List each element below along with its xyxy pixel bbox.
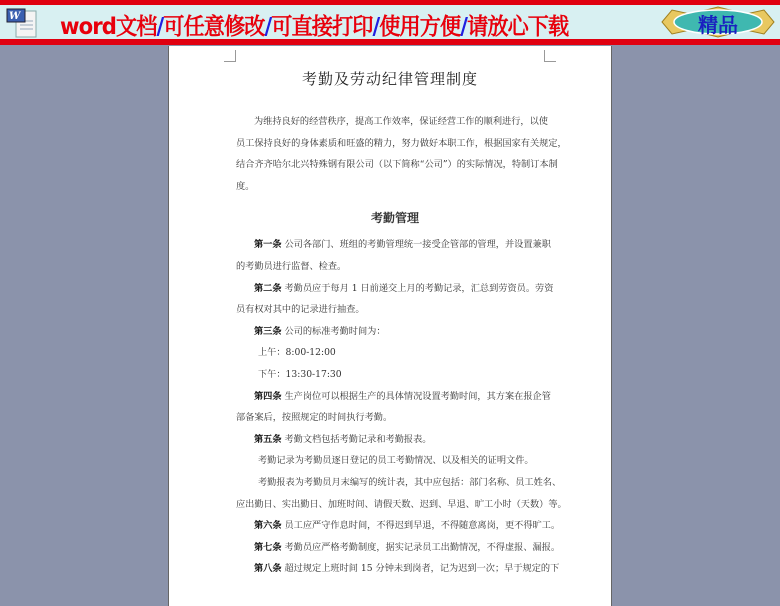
article-line — [236, 537, 561, 559]
intro-line: 为维持良好的经营秩序，提高工作效率，保证经营工作的顺利进行，以使 — [254, 116, 548, 127]
article-line — [236, 364, 554, 386]
article-label: 第一条 — [254, 239, 282, 251]
section-heading: 考勤管理 — [370, 211, 419, 226]
article-line — [236, 429, 554, 451]
document-body — [236, 111, 567, 580]
article-line — [236, 299, 554, 321]
article-label: 第六条 — [254, 520, 282, 532]
article-line — [236, 321, 554, 343]
article-label: 第三条 — [254, 325, 282, 337]
article-text: 公司各部门、班组的考勤管理统一接受企管部的管理，并设置兼职 — [284, 239, 551, 251]
article-text: 考勤文档包括考勤记录和考勤报表。 — [284, 433, 432, 445]
promo-banner — [0, 0, 780, 45]
article-text: 考勤员应于每月 1 日前递交上月的考勤记录，汇总到劳资员。劳资 — [284, 282, 554, 294]
article-text: 超过规定上班时间 15 分钟未到岗者，记为迟到一次；早于规定的下 — [284, 563, 560, 575]
word-document-icon — [6, 7, 40, 39]
document-title: 考勤及劳动纪律管理制度 — [301, 70, 478, 88]
svg-text:W: W — [9, 11, 21, 22]
article-text: 下午：13:30-17:30 — [258, 368, 342, 380]
article-line — [236, 342, 554, 364]
article-line — [236, 515, 561, 537]
article-text: 考勤员应严格考勤制度，据实记录员工出勤情况，不得虚报、漏报。 — [284, 541, 561, 553]
intro-line: 员工保持良好的身体素质和旺盛的精力，努力做好本职工作，根据国家有关规定， — [236, 137, 567, 149]
article-text: 考勤报表为考勤员月末编写的统计表，其中应包括：部门名称、员工姓名、 — [258, 476, 562, 488]
article-line — [236, 494, 567, 516]
article-text: 生产岗位可以根据生产的具体情况设置考勤时间，其方案在报企管 — [284, 390, 551, 402]
article-text: 上午：8:00-12:00 — [258, 347, 336, 359]
intro-line: 度。 — [236, 180, 255, 192]
article-label: 第五条 — [254, 433, 282, 445]
article-line — [236, 278, 554, 300]
article-line — [236, 472, 562, 494]
article-text: 员有权对其中的记录进行抽查。 — [236, 304, 365, 316]
document-page — [168, 46, 612, 606]
article-label: 第八条 — [254, 563, 282, 575]
premium-badge: 精品 — [660, 6, 776, 38]
banner-slogan: word文档/可任意修改/可直接打印/使用方便/请放心下载 — [60, 14, 569, 40]
article-text: 公司的标准考勤时间为： — [284, 325, 386, 337]
article-line — [236, 234, 554, 256]
article-line — [236, 256, 554, 278]
article-text: 员工应严守作息时间，不得迟到早退，不得随意离岗，更不得旷工。 — [284, 520, 561, 532]
article-text: 应出勤日、实出勤日、加班时间、请假天数、迟到、早退、旷工小时（天数）等。 — [236, 498, 567, 510]
article-text: 部备案后，按照规定的时间执行考勤。 — [236, 412, 393, 424]
article-line — [236, 450, 554, 472]
intro-line: 结合齐齐哈尔北兴特殊钢有限公司（以下简称“公司”）的实际情况，特制订本制 — [236, 159, 558, 171]
article-label: 第七条 — [254, 541, 282, 553]
article-label: 第二条 — [254, 282, 282, 294]
article-line — [236, 558, 560, 580]
article-text: 的考勤员进行监督、检查。 — [236, 260, 347, 272]
article-label: 第四条 — [254, 390, 282, 402]
article-line — [236, 407, 554, 429]
article-line — [236, 386, 554, 408]
article-text: 考勤记录为考勤员逐日登记的员工考勤情况、以及相关的证明文件。 — [258, 455, 534, 467]
